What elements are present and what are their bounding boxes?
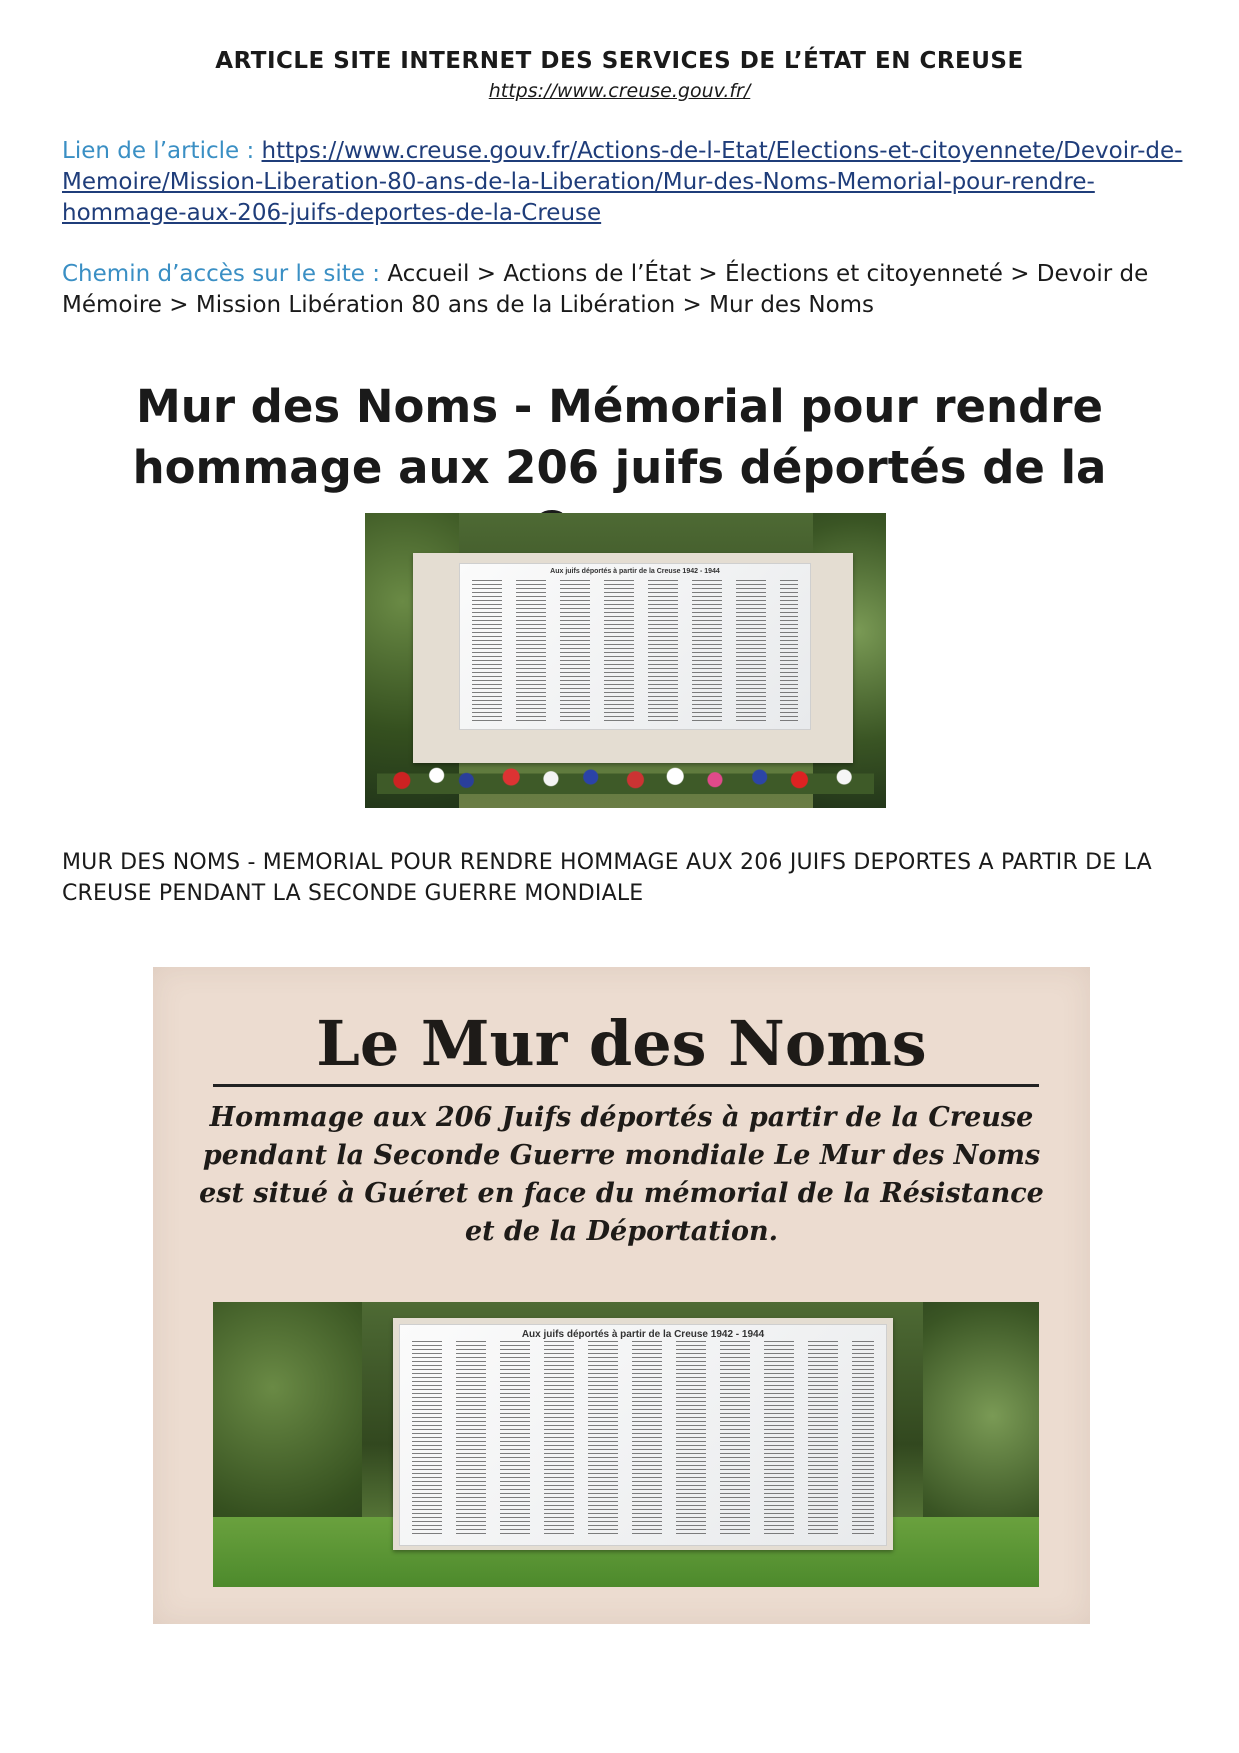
names-plaque (459, 563, 811, 730)
page-title: Mur des Noms - Mémorial pour rendre hommage aux 206 juifs déportés de la (132, 380, 1107, 494)
flower-wreaths (377, 760, 874, 794)
clipping-rule (213, 1084, 1039, 1087)
article-link-url[interactable]: https://www.creuse.gouv.fr/Actions-de-l-Etat/Elections-et-citoyennete/Devoir-de-Memoire/Mission-Liberation-80-ans-de-la-Liberation/Mur-des-Noms-Memorial-pour-rendre-hommage-aux-206-juifs-deportes-de-la-Creuse (62, 138, 1183, 226)
plaque-caption: Aux juifs déportés à partir de la Creuse 1942 - 1944 (521, 1329, 765, 1340)
site-path-value: Accueil > Actions de l’État > Élections et citoyenneté > Devoir de Mémoire > Mission Libération 80 ans de la Libération > Mur des Noms (62, 261, 1149, 318)
newspaper-clipping (153, 967, 1090, 1624)
memorial-photo (365, 513, 886, 808)
clipping-text: Hommage aux 206 Juifs déportés à partir de la Creuse pendant la Seconde Guerre mondiale Le Mur des Noms est situé à Guéret en face du mémorial de la Résistance et de la Déportation. (199, 1102, 1044, 1247)
article-link-block (62, 136, 1192, 229)
plaque-caption: Aux juifs déportés à partir de la Creuse 1942 - 1944 (550, 568, 720, 575)
clipping-photo (213, 1302, 1039, 1587)
site-path-label: Chemin d’accès sur le site : (62, 261, 388, 287)
memorial-wall (393, 1318, 893, 1550)
memorial-wall (413, 553, 853, 763)
names-list-graphic (412, 1341, 874, 1537)
article-link-label: Lien de l’article : (62, 138, 262, 164)
clipping-title: Le Mur des Noms (316, 1007, 927, 1080)
header-url-link[interactable]: https://www.creuse.gouv.fr/ (488, 80, 751, 102)
header-url[interactable] (0, 80, 1239, 102)
names-list-graphic (472, 580, 798, 721)
header-title: ARTICLE SITE INTERNET DES SERVICES DE L’ÉTAT EN CREUSE (215, 48, 1024, 74)
site-path-block (62, 259, 1192, 321)
photo-caption: MUR DES NOMS - MEMORIAL POUR RENDRE HOMMAGE AUX 206 JUIFS DEPORTES A PARTIR DE LA CREUSE PENDANT LA SECONDE GUERRE MONDIALE (62, 850, 1152, 906)
names-plaque (399, 1324, 887, 1546)
